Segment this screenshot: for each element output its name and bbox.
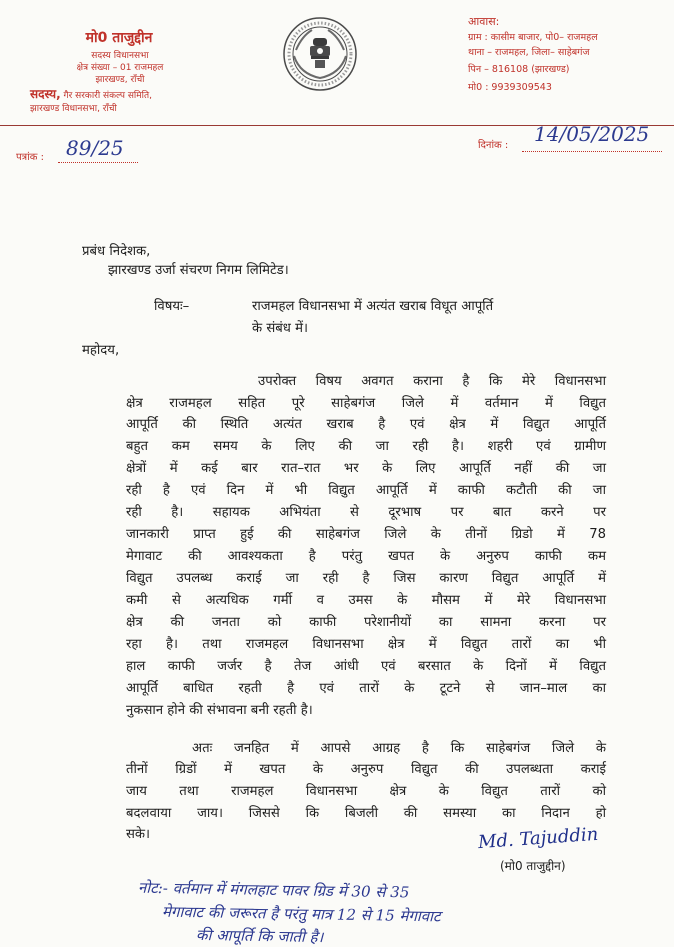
paragraph-line: कमी से अत्यधिक गर्मी व उमस के मौसम में मेरे विधानसभा (126, 593, 606, 608)
subject-line: के संबंध में। (252, 321, 308, 336)
paragraph-line: विद्युत उपलब्ध कराई जा रही है जिस कारण विद्युत आपूर्ति में (126, 571, 606, 586)
sender-constituency: क्षेत्र संख्या – 01 राजमहल (76, 63, 164, 73)
sender-state-city: झारखण्ड, राँची (95, 75, 145, 85)
paragraph-line: बहुत कम समय के लिए की जा रही है। शहरी एवं ग्रामीण (126, 439, 606, 454)
paragraph-line: रही है एवं दिन में भी विद्युत आपूर्ति में काफी कटौती की जा (126, 483, 606, 498)
handwritten-note-line: की आपूर्ति कि जाती है। (195, 925, 324, 947)
paragraph-line: आपूर्ति बाधित रहती है एवं तारों के टूटने से जान–माल का (126, 681, 606, 696)
handwritten-note-line: नोट:- वर्तमान में मंगलहाट पावर ग्रिड में 30 से 35 (137, 878, 410, 902)
ref-dotted-line (58, 162, 138, 163)
paragraph-line: नुकसान होने की संभावना बनी रहती है। (126, 703, 313, 718)
address-line: थाना – राजमहल, जिला– साहेबगंज (468, 47, 590, 58)
paragraph-line: रहा है। तथा राजमहल विधानसभा क्षेत्र में विद्युत तारों का भी (126, 637, 606, 652)
paragraph-line: हाल काफी जर्जर है तेज आंधी एवं बरसात के दिनों में विद्युत (126, 659, 606, 674)
subject-line: राजमहल विधानसभा में अत्यंत खराब विधूत आपूर्ति (252, 299, 494, 314)
date-dotted-line (522, 151, 662, 152)
sender-designation: सदस्य विधानसभा (91, 51, 149, 61)
member-committee: गैर सरकारी संकल्प समिति, (60, 91, 152, 101)
paragraph-line: अतः जनहित में आपसे आग्रह है कि साहेबगंज जिले के (192, 741, 606, 756)
ref-value: 89/25 (66, 136, 124, 160)
handwritten-note-line: मेगावाट की जरूरत है परंतु मात्र 12 से 15 मेगावाट (161, 902, 441, 926)
paragraph-line: जानकारी प्राप्त हुई की साहेबगंज जिले के तीनों ग्रिडो में 78 (126, 527, 606, 542)
ref-label: पत्रांक : (16, 152, 45, 163)
sender-membership (30, 85, 210, 102)
salutation: महोदय, (82, 343, 120, 358)
paragraph-line: बदलवाया जाय। जिससे कि बिजली की समस्या का निदान हो (126, 806, 606, 821)
paragraph-line: सके। (126, 827, 151, 842)
recipient-organization: झारखण्ड उर्जा संचरण निगम लिमिटेड। (108, 263, 289, 278)
date-value: 14/05/2025 (534, 122, 650, 146)
assembly-emblem-icon (282, 16, 358, 92)
paragraph-line: उपरोक्त विषय अवगत कराना है कि मेरे विधानसभा (258, 374, 606, 389)
paragraph-line: तीनों ग्रिडों में खपत के अनुरुप विद्युत की उपलब्धता कराई (126, 762, 606, 777)
address-mobile: मो0 : 9939309543 (468, 82, 552, 93)
paragraph-line: मेगावाट की आवश्यकता है परंतु खपत के अनुरुप काफी कम (126, 549, 606, 564)
signature-name: (मो0 ताजुद्दीन) (500, 859, 566, 873)
paragraph-line: जाय तथा राजमहल विधानसभा क्षेत्र के विद्युत तारों को (126, 784, 606, 799)
address-pin: पिन – 816108 (झारखण्ड) (468, 64, 570, 75)
address-line: ग्राम : कासीम बाजार, पो0– राजमहल (468, 32, 598, 43)
paragraph-line: क्षेत्रों में कई बार रात–रात भर के लिए आपूर्ति नहीं की जा (126, 461, 606, 476)
date-label: दिनांक : (478, 140, 509, 151)
recipient-title: प्रबंध निदेशक, (82, 244, 151, 259)
paragraph-line: क्षेत्र की जनता को काफी परेशानीयों का सामना करना पर (126, 615, 606, 630)
sender-name: मो0 ताजुद्दीन (85, 30, 153, 46)
paragraph-line: रही है। सहायक अभियंता से दूरभाष पर बात करने पर (126, 505, 606, 520)
member-title: सदस्य, (30, 87, 61, 101)
address-label: आवास: (468, 15, 500, 28)
paragraph-line: आपूर्ति की स्थिति अत्यंत खराब है एवं क्षेत्र में विद्युत आपूर्ति (126, 417, 606, 432)
handwritten-signature: Md. Tajuddin (477, 823, 599, 854)
sender-assembly: झारखण्ड विधानसभा, राँची (30, 104, 117, 114)
subject-label: विषयः– (154, 299, 190, 314)
paragraph-line: क्षेत्र राजमहल सहित पूरे साहेबगंज जिले में वर्तमान में विद्युत (126, 396, 606, 411)
